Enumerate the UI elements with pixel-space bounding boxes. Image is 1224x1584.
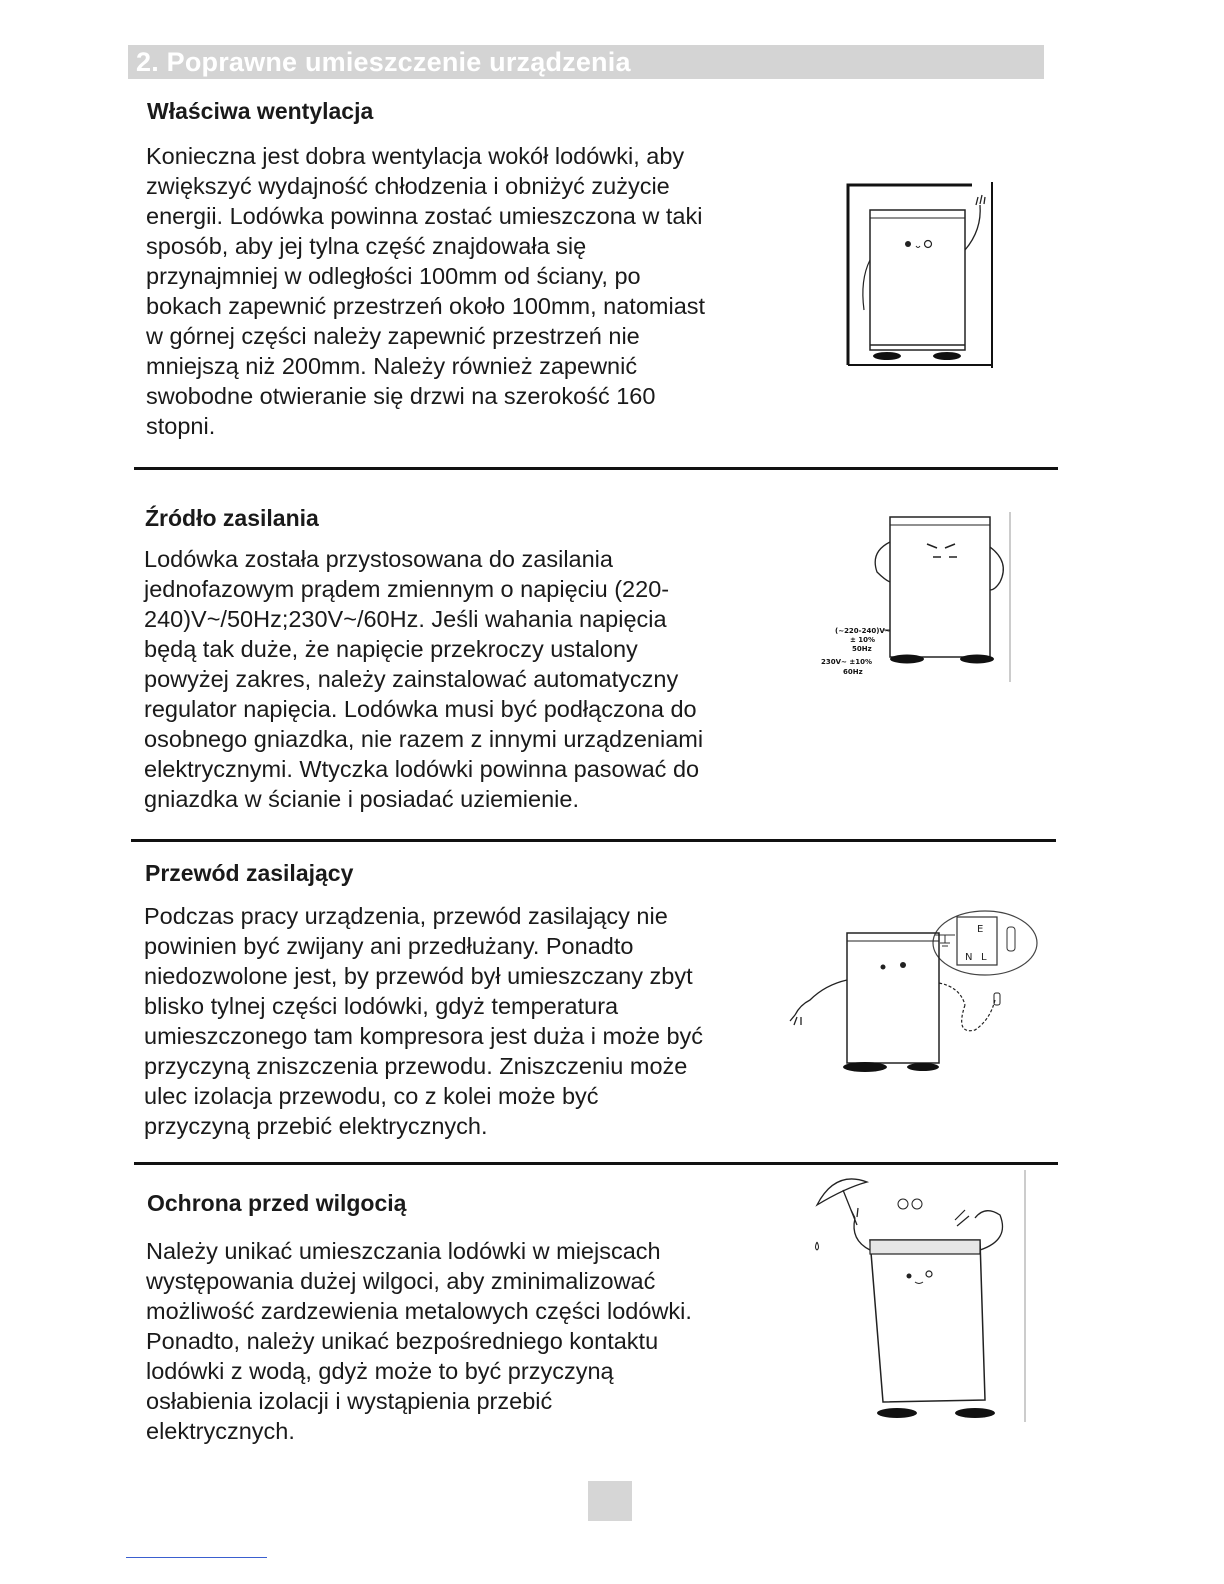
body-line: jednofazowym prądem zmiennym o napięciu (220- — [144, 576, 670, 602]
fridge-character-in-alcove-illustration — [842, 180, 997, 370]
body-line: Podczas pracy urządzenia, przewód zasilający nie — [144, 903, 668, 929]
body-line: niedozwolone jest, by przewód był umieszczany zbyt — [144, 963, 693, 989]
body-line: gniazdka w ścianie i posiadać uziemienie. — [144, 786, 579, 812]
body-line: Konieczna jest dobra wentylacja wokół lodówki, aby — [146, 143, 685, 169]
body-line: stopni. — [146, 413, 216, 439]
body-line: swobodne otwieranie się drzwi na szerokość 160 — [146, 383, 656, 409]
body-line: ulec izolacja przewodu, co z kolei może być — [144, 1083, 599, 1109]
body-line: elektrycznymi. Wtyczka lodówki powinna pasować do — [144, 756, 700, 782]
body-line: blisko tylnej części lodówki, gdyż temperatura — [144, 993, 619, 1019]
body-line: Lodówka została przystosowana do zasilania — [144, 546, 613, 572]
section-divider — [131, 839, 1056, 842]
body-line: sposób, aby jej tylna część znajdowała się — [146, 233, 587, 259]
body-line: możliwość zardzewienia metalowych części lodówki. — [146, 1298, 692, 1324]
body-line: osłabienia izolacji i wystąpienia przebić — [146, 1388, 553, 1414]
voltage-label: 60Hz — [843, 668, 863, 676]
section-body — [144, 901, 703, 1141]
voltage-label: (~220-240)V~ — [835, 627, 891, 635]
body-line: umieszczonego tam kompresora jest duża i może być — [144, 1023, 704, 1049]
fridge-with-plug-socket-illustration — [785, 905, 1040, 1080]
voltage-label: 50Hz — [852, 645, 872, 653]
section-body — [146, 141, 705, 441]
section-divider — [134, 1162, 1058, 1165]
section-title-bar — [128, 45, 1044, 79]
section-heading: Właściwa wentylacja — [147, 98, 374, 124]
section-body — [144, 544, 703, 814]
footer-line — [126, 1557, 267, 1558]
section-heading: Ochrona przed wilgocią — [147, 1190, 407, 1216]
body-line: w górnej części należy zapewnić przestrzeń nie — [146, 323, 640, 349]
body-line: zwiększyć wydajność chłodzenia i obniżyć zużycie — [146, 173, 670, 199]
body-line: przyczyną przebić elektrycznych. — [144, 1113, 488, 1139]
body-line: występowania dużej wilgoci, aby zminimalizować — [146, 1268, 656, 1294]
body-line: Należy unikać umieszczania lodówki w miejscach — [146, 1238, 661, 1264]
page-title: 2. Poprawne umieszczenie urządzenia — [136, 47, 631, 77]
section-divider — [134, 467, 1058, 470]
socket-label: L — [981, 952, 987, 963]
body-line: regulator napięcia. Lodówka musi być podłączona do — [144, 696, 697, 722]
body-line: przyczyną zniszczenia przewodu. Zniszczeniu może — [144, 1053, 688, 1079]
section-heading: Przewód zasilający — [145, 860, 354, 886]
angry-fridge-voltage-illustration — [815, 512, 1015, 687]
socket-label: N — [965, 952, 973, 963]
fridge-with-umbrella-illustration — [805, 1170, 1030, 1425]
body-line: Ponadto, należy unikać bezpośredniego kontaktu — [146, 1328, 659, 1354]
body-line: lodówki z wodą, gdyż może to być przyczyną — [146, 1358, 614, 1384]
body-line: osobnego gniazdka, nie razem z innymi urządzeniami — [144, 726, 704, 752]
socket-label: E — [977, 924, 984, 935]
body-line: mniejszą niż 200mm. Należy również zapewnić — [146, 353, 638, 379]
body-line: powinien być zwijany ani przedłużany. Ponadto — [144, 933, 634, 959]
body-line: bokach zapewnić przestrzeń około 100mm, natomiast — [146, 293, 706, 319]
body-line: będą tak duże, że napięcie przekroczy ustalony — [144, 636, 638, 662]
body-line: 240)V~/50Hz;230V~/60Hz. Jeśli wahania napięcia — [144, 606, 667, 632]
page-number-box — [588, 1481, 632, 1521]
section-heading: Źródło zasilania — [145, 505, 319, 531]
body-line: energii. Lodówka powinna zostać umieszczona w taki — [146, 203, 703, 229]
section-body — [146, 1236, 692, 1446]
voltage-label: 230V~ ±10% — [821, 658, 872, 666]
voltage-label: ± 10% — [850, 636, 876, 644]
body-line: powyżej zakres, należy zainstalować automatyczny — [144, 666, 679, 692]
body-line: przynajmniej w odległości 100mm od ściany, po — [146, 263, 641, 289]
body-line: elektrycznych. — [146, 1418, 295, 1444]
